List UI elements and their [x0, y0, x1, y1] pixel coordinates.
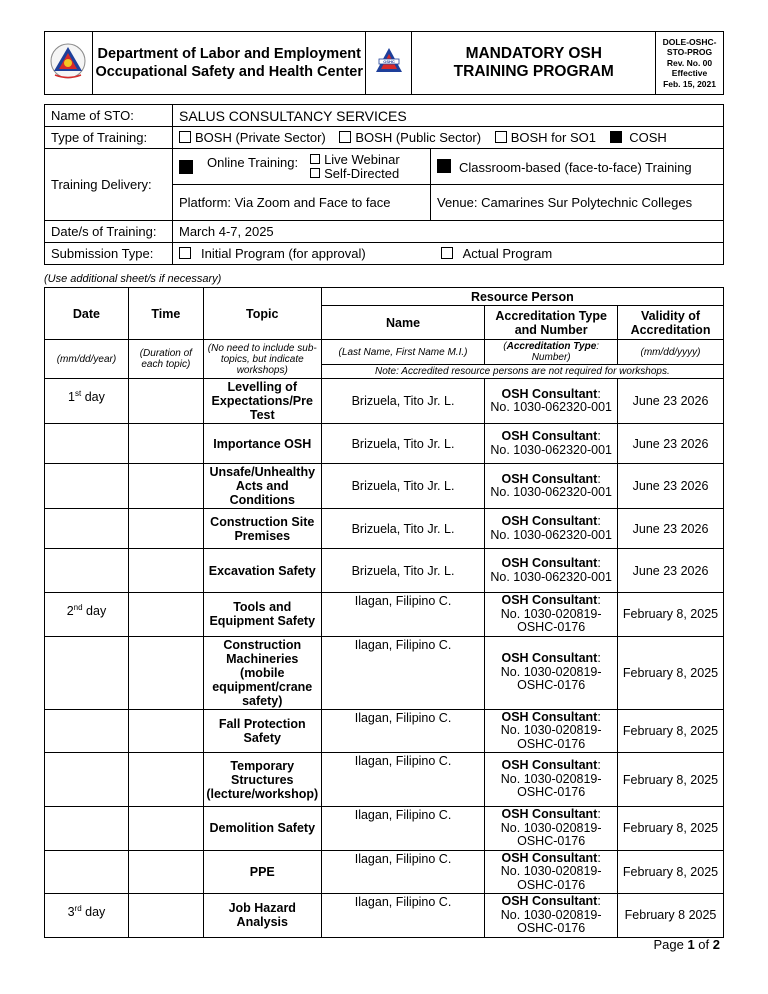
topic-cell: Job Hazard Analysis	[203, 894, 321, 938]
day-number: 3	[67, 905, 75, 920]
accreditation-header: Accreditation Type and Number	[485, 306, 618, 340]
document-title	[412, 32, 656, 95]
day-cell	[45, 509, 129, 549]
validity-cell: June 23 2026	[618, 464, 724, 509]
day-cell	[45, 709, 129, 753]
code-line: DOLE-OSHC-	[662, 36, 717, 47]
time-cell	[128, 424, 203, 464]
checkbox-icon[interactable]	[495, 131, 507, 143]
accreditation-type: OSH Consultant	[501, 894, 598, 908]
resource-person-header: Resource Person	[321, 288, 723, 306]
additional-sheet-note: (Use additional sheet/s if necessary)	[44, 273, 222, 285]
page-current: 1	[687, 937, 695, 952]
checkbox-icon[interactable]	[179, 131, 191, 143]
day-word: day	[81, 390, 105, 405]
resource-name-cell: Brizuela, Tito Jr. L.	[321, 509, 485, 549]
table-row	[45, 379, 724, 424]
table-row	[45, 894, 724, 938]
name-format-hint: (Last Name, First Name M.I.)	[321, 340, 485, 365]
table-row	[45, 709, 724, 753]
validity-cell: February 8, 2025	[618, 850, 724, 894]
delivery-label: Training Delivery:	[45, 149, 173, 221]
topic-cell: Temporary Structures (lecture/workshop)	[203, 753, 321, 807]
option-label: Actual Program	[462, 246, 553, 261]
dates-field[interactable]: March 4-7, 2025	[173, 221, 724, 243]
validity-cell: June 23 2026	[618, 424, 724, 464]
accreditation-number: No. 1030-020819-OSHC-0176	[500, 664, 602, 693]
table-row	[45, 850, 724, 894]
checkbox-icon[interactable]	[339, 131, 351, 143]
accreditation-cell: OSH Consultant: No. 1030-020819-OSHC-0176	[485, 850, 618, 894]
day-cell	[45, 379, 129, 424]
option-label: Initial Program (for approval)	[201, 246, 366, 261]
topic-cell: Demolition Safety	[203, 807, 321, 851]
table-row	[45, 753, 724, 807]
accreditation-cell: OSH Consultant: No. 1030-062320-001	[485, 424, 618, 464]
table-row	[45, 424, 724, 464]
submission-type-options	[173, 243, 724, 265]
accreditation-number: No. 1030-062320-001	[490, 442, 612, 457]
live-webinar-option[interactable]	[310, 153, 400, 167]
time-cell	[128, 807, 203, 851]
time-format-hint: (Duration of each topic)	[128, 340, 203, 379]
accreditation-type: OSH Consultant	[501, 593, 598, 607]
day-cell	[45, 753, 129, 807]
accreditation-type: OSH Consultant	[501, 758, 598, 773]
topic-cell: Fall Protection Safety	[203, 709, 321, 753]
workshop-note: Note: Accredited resource persons are not required for workshops.	[321, 365, 723, 379]
accreditation-type: OSH Consultant	[501, 386, 598, 401]
oshc-logo-cell	[366, 32, 412, 95]
page-mid: of	[694, 937, 713, 952]
time-header: Time	[128, 288, 203, 340]
online-training-cell	[173, 149, 431, 185]
day-cell	[45, 424, 129, 464]
name-header: Name	[321, 306, 485, 340]
day-cell	[45, 464, 129, 509]
accreditation-cell: OSH Consultant: No. 1030-020819-OSHC-0176	[485, 709, 618, 753]
accreditation-format-hint: (Accreditation Type: Number)	[485, 340, 618, 365]
day-word: day	[82, 604, 107, 619]
page-total: 2	[712, 937, 720, 952]
time-cell	[128, 753, 203, 807]
accreditation-cell: OSH Consultant: No. 1030-020819-OSHC-0176	[485, 753, 618, 807]
classroom-training-cell	[431, 149, 724, 185]
time-cell	[128, 379, 203, 424]
accreditation-type: OSH Consultant	[501, 429, 598, 443]
time-cell	[128, 709, 203, 753]
validity-cell: February 8 2025	[618, 894, 724, 938]
table-row	[45, 509, 724, 549]
training-program-table	[44, 287, 724, 938]
topic-cell: Tools and Equipment Safety	[203, 593, 321, 637]
department-line: Department of Labor and Employment	[97, 46, 361, 62]
department-name	[92, 32, 366, 95]
topic-hint: (No need to include sub-topics, but indicate workshops)	[203, 340, 321, 379]
option-label: Live Webinar	[324, 151, 400, 167]
dole-logo-cell	[45, 32, 93, 95]
day-suffix: st	[74, 389, 82, 398]
validity-format-hint: (mm/dd/yyyy)	[618, 340, 724, 365]
checked-checkbox-icon[interactable]	[610, 131, 622, 143]
option-bosh-private[interactable]	[179, 130, 326, 145]
effective-date: Feb. 15, 2021	[663, 78, 716, 89]
day-number: 2	[66, 604, 74, 619]
topic-cell: Construction Site Premises	[203, 509, 321, 549]
resource-name-cell: Ilagan, Filipino C.	[321, 636, 485, 709]
dates-label: Date/s of Training:	[45, 221, 173, 243]
accreditation-number: No. 1030-020819-OSHC-0176	[500, 771, 602, 800]
accreditation-number: No. 1030-062320-001	[490, 569, 612, 584]
accreditation-number: No. 1030-020819-OSHC-0176	[500, 606, 602, 634]
topic-header: Topic	[203, 288, 321, 340]
table-row	[45, 593, 724, 637]
accreditation-type: OSH Consultant	[501, 850, 598, 865]
venue-field[interactable]: Venue: Camarines Sur Polytechnic Colleges	[431, 185, 724, 221]
option-label: BOSH (Public Sector)	[355, 130, 482, 145]
checked-checkbox-icon[interactable]	[437, 159, 451, 173]
validity-header: Validity of Accreditation	[618, 306, 724, 340]
accreditation-type: OSH Consultant	[501, 514, 598, 528]
revision-line: Rev. No. 00	[666, 57, 713, 68]
accreditation-cell: OSH Consultant: No. 1030-062320-001	[485, 464, 618, 509]
day-cell	[45, 636, 129, 709]
page-prefix: Page	[653, 937, 688, 952]
hint-bold: Accreditation Type	[506, 341, 597, 352]
validity-cell: June 23 2026	[618, 379, 724, 424]
option-bosh-public[interactable]	[339, 130, 481, 145]
time-cell	[128, 509, 203, 549]
table-row	[45, 636, 724, 709]
table-row	[45, 549, 724, 593]
initial-program-option[interactable]	[179, 246, 437, 261]
accreditation-number: No. 1030-062320-001	[490, 527, 612, 542]
accreditation-type: OSH Consultant	[501, 651, 598, 666]
document-code	[656, 32, 724, 95]
date-header: Date	[45, 288, 129, 340]
validity-cell: February 8, 2025	[618, 753, 724, 807]
accreditation-cell: OSH Consultant: No. 1030-062320-001	[485, 509, 618, 549]
time-cell	[128, 549, 203, 593]
day-suffix: nd	[73, 603, 83, 612]
day-number: 1	[68, 390, 75, 405]
center-line: Occupational Safety and Health Center	[95, 64, 363, 80]
sto-label: Name of STO:	[45, 105, 173, 127]
resource-name-cell: Ilagan, Filipino C.	[321, 709, 485, 753]
resource-name-cell: Ilagan, Filipino C.	[321, 894, 485, 938]
checkbox-icon[interactable]	[441, 247, 453, 259]
table-row	[45, 464, 724, 509]
checkbox-icon[interactable]	[179, 247, 191, 259]
validity-cell: February 8, 2025	[618, 807, 724, 851]
dole-seal-icon	[49, 42, 87, 80]
day-cell	[45, 894, 129, 938]
day-cell	[45, 549, 129, 593]
resource-name-cell: Brizuela, Tito Jr. L.	[321, 464, 485, 509]
day-cell	[45, 807, 129, 851]
topic-cell: PPE	[203, 850, 321, 894]
code-line: STO-PROG	[666, 47, 713, 58]
topic-cell: Excavation Safety	[203, 549, 321, 593]
type-label: Type of Training:	[45, 127, 173, 149]
topic-cell: Construction Machineries (mobile equipment/crane safety)	[203, 636, 321, 709]
resource-name-cell: Brizuela, Tito Jr. L.	[321, 424, 485, 464]
accreditation-type: OSH Consultant	[501, 556, 598, 570]
day-suffix: rd	[74, 904, 82, 913]
sto-name-field[interactable]: SALUS CONSULTANCY SERVICES	[173, 105, 724, 127]
time-cell	[128, 464, 203, 509]
title-line-1: MANDATORY OSH	[465, 45, 602, 62]
resource-name-cell: Brizuela, Tito Jr. L.	[321, 379, 485, 424]
accreditation-number: No. 1030-020819-OSHC-0176	[500, 723, 602, 751]
topic-cell: Levelling of Expectations/Pre Test	[203, 379, 321, 424]
title-line-2: TRAINING PROGRAM	[453, 63, 614, 80]
actual-program-option[interactable]	[441, 246, 553, 261]
effective-line: Effective	[671, 68, 708, 79]
classroom-label: Classroom-based (face-to-face) Training	[459, 159, 692, 175]
validity-cell: June 23 2026	[618, 549, 724, 593]
day-word: day	[81, 905, 106, 920]
accreditation-type: OSH Consultant	[501, 709, 598, 724]
accreditation-cell: OSH Consultant: No. 1030-020819-OSHC-0176	[485, 593, 618, 637]
option-bosh-so1[interactable]	[495, 130, 596, 145]
validity-cell: June 23 2026	[618, 509, 724, 549]
training-info-table	[44, 104, 724, 265]
hint-rest: : Number)	[531, 341, 600, 363]
accreditation-type: OSH Consultant	[501, 807, 598, 821]
self-directed-option[interactable]	[310, 167, 400, 181]
submission-label: Submission Type:	[45, 243, 173, 265]
online-label: Online Training:	[207, 154, 299, 170]
time-cell	[128, 593, 203, 637]
topic-cell: Importance OSH	[203, 424, 321, 464]
accreditation-cell: OSH Consultant: No. 1030-020819-OSHC-0176	[485, 807, 618, 851]
accreditation-number: No. 1030-020819-OSHC-0176	[500, 820, 602, 848]
option-label: BOSH for SO1	[510, 130, 596, 145]
accreditation-cell: OSH Consultant: No. 1030-062320-001	[485, 379, 618, 424]
page-number	[653, 937, 720, 952]
checkbox-icon[interactable]	[310, 168, 320, 178]
resource-name-cell: Ilagan, Filipino C.	[321, 807, 485, 851]
option-label: Self-Directed	[324, 165, 400, 181]
accreditation-cell: OSH Consultant: No. 1030-020819-OSHC-0176	[485, 636, 618, 709]
option-label: COSH	[629, 130, 667, 145]
checkbox-icon[interactable]	[310, 154, 320, 164]
resource-name-cell: Ilagan, Filipino C.	[321, 753, 485, 807]
accreditation-number: No. 1030-020819-OSHC-0176	[500, 864, 602, 892]
oshc-logo-icon	[374, 46, 404, 76]
table-row	[45, 807, 724, 851]
topic-cell: Unsafe/Unhealthy Acts and Conditions	[203, 464, 321, 509]
time-cell	[128, 636, 203, 709]
accreditation-number: No. 1030-020819-OSHC-0176	[500, 907, 602, 935]
accreditation-number: No. 1030-062320-001	[490, 485, 612, 499]
validity-cell: February 8, 2025	[618, 593, 724, 637]
option-cosh[interactable]	[610, 130, 667, 145]
time-cell	[128, 894, 203, 938]
accreditation-cell: OSH Consultant: No. 1030-062320-001	[485, 549, 618, 593]
checked-checkbox-icon[interactable]	[179, 160, 193, 174]
resource-name-cell: Brizuela, Tito Jr. L.	[321, 549, 485, 593]
accreditation-type: OSH Consultant	[501, 471, 598, 486]
date-format-hint: (mm/dd/year)	[45, 340, 129, 379]
day-cell	[45, 593, 129, 637]
validity-cell: February 8, 2025	[618, 636, 724, 709]
document-header	[44, 31, 724, 95]
resource-name-cell: Ilagan, Filipino C.	[321, 593, 485, 637]
day-cell	[45, 850, 129, 894]
resource-name-cell: Ilagan, Filipino C.	[321, 850, 485, 894]
training-type-options	[173, 127, 724, 149]
accreditation-number: No. 1030-062320-001	[490, 400, 612, 414]
platform-field[interactable]: Platform: Via Zoom and Face to face	[173, 185, 431, 221]
option-label: BOSH (Private Sector)	[195, 130, 326, 145]
time-cell	[128, 850, 203, 894]
validity-cell: February 8, 2025	[618, 709, 724, 753]
svg-text:OSHC: OSHC	[383, 58, 395, 64]
accreditation-cell: OSH Consultant: No. 1030-020819-OSHC-0176	[485, 894, 618, 938]
